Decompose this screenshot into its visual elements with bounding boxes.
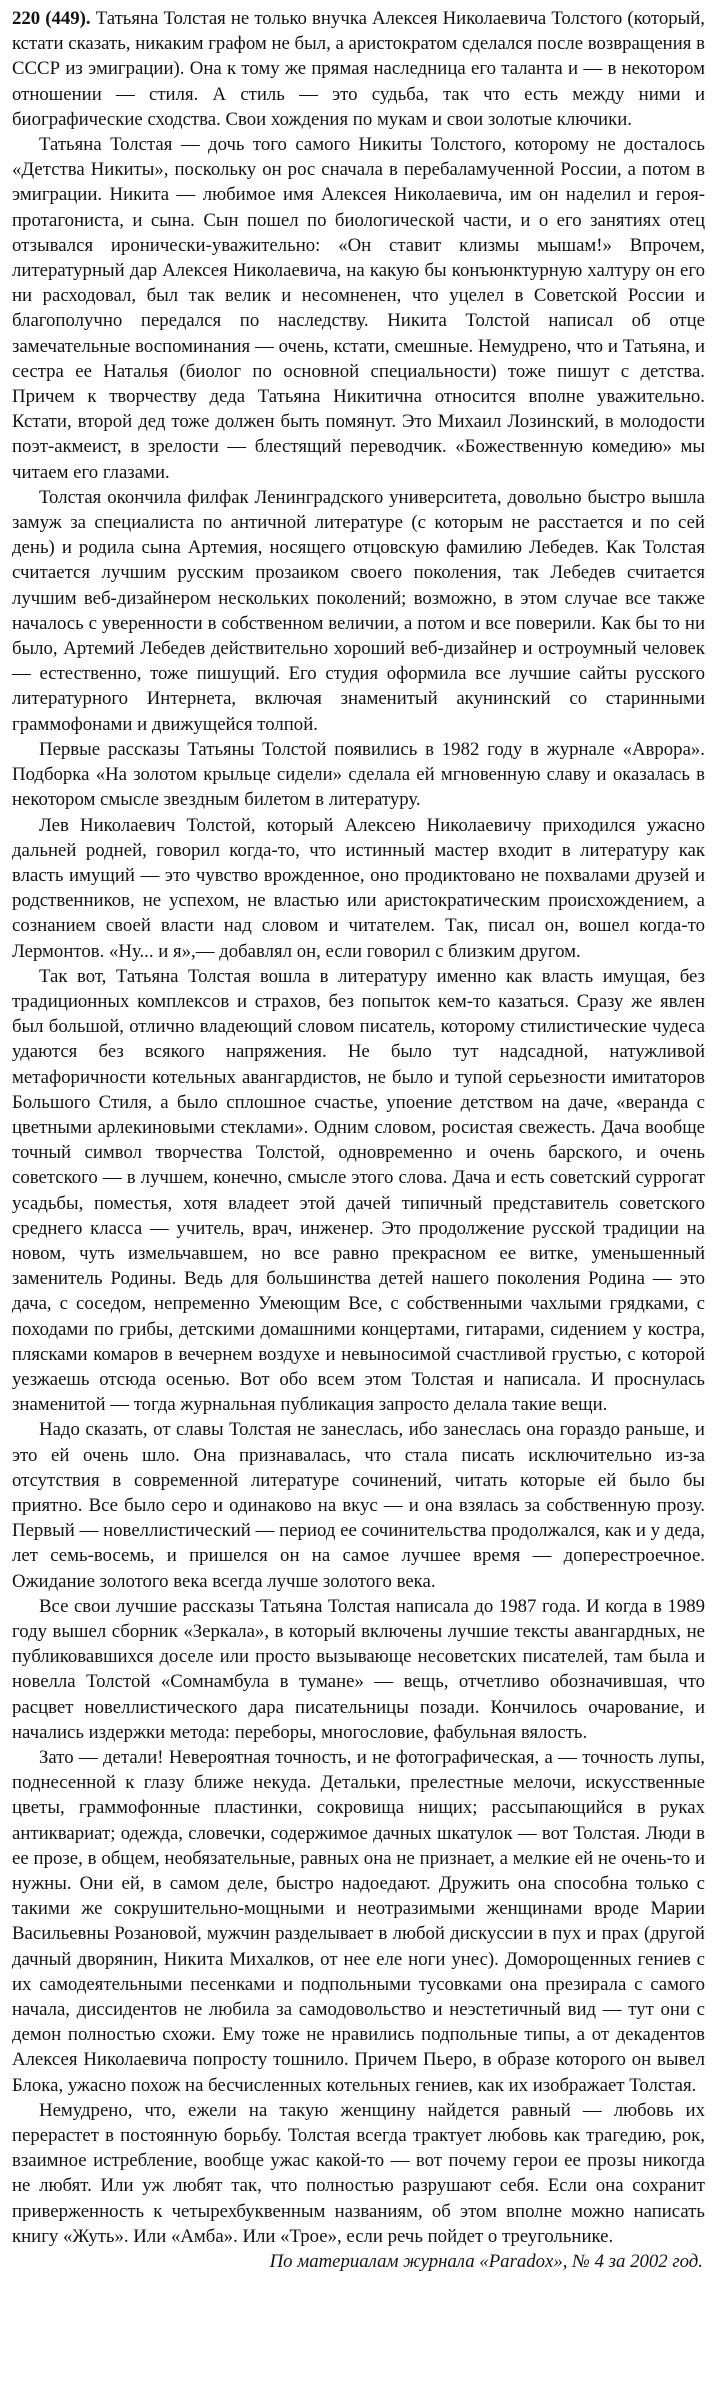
paragraph-text: Татьяна Толстая не только внучка Алексея Николаевича Толстого (который, кстати сказать, никаким графом не был, а аристократом сделался после возвращения в СССР из эмиграции). Она к тому же прямая наследница его таланта и — в некотором отношении — стиля. А стиль — это судьба, так что есть между ними и биографические сходства. Свои хождения по мукам и свои золотые ключики. <box>12 8 705 130</box>
article-paragraph-5: Лев Николаевич Толстой, который Алексею Николаевичу приходился ужасно дальней родней, говорил когда-то, что истинный мастер входит в литературу как власть имущий — это чувство врожденное, оно продиктовано не похвалами друзей и родственников, не успехом, не властью или аристократическим происхождением, а сознанием своей власти над словом и читателем. Так, писал он, вошел когда-то Лермонтов. «Ну... и я»,— добавлял он, если говорил с близким другом. <box>12 814 705 962</box>
article-paragraph-4: Первые рассказы Татьяны Толстой появились в 1982 году в журнале «Аврора». Подборка «На золотом крыльце сидели» сделала ей мгновенную славу и оказалась в некотором смысле звездным билетом в литературу. <box>12 738 705 811</box>
source-attribution: По материалам журнала «Paradox», № 4 за 2002 год. <box>269 2251 703 2273</box>
article-number: 220 (449). <box>12 8 91 29</box>
article-paragraph-3: Толстая окончила филфак Ленинградского университета, довольно быстро вышла замуж за специалиста по античной литературе (с которым не расстается и по сей день) и родила сына Артемия, носящего отцовскую фамилию Лебедев. Как Толстая считается лучшим русским прозаиком своего поколения, так Лебедев считается лучшим веб-дизайнером нескольких поколений; возможно, в этом случае все также началось с уверенности в собственном величии, а потом и все поверили. Как бы то ни было, Артемий Лебедев действительно хороший веб-дизайнер и остроумный человек — естественно, тоже пишущий. Его студия оформила все лучшие сайты русского литературного Интернета, включая знаменитый акунинский со старинными граммофонами и движущейся толпой. <box>12 486 705 735</box>
article-paragraph-7: Надо сказать, от славы Толстая не занеслась, ибо занеслась она гораздо раньше, и это ей очень шло. Она признавалась, что стала писать исключительно из-за отсутствия в современной литературе сочинений, читать которые ей было бы приятно. Все было серо и одинаково на вкус — и она взялась за собственную прозу. Первый — новеллистический — период ее сочинительства продолжался, как и у деда, лет семь-восемь, и пришелся он на самое лучшее время — доперестроечное. Ожидание золотого века всегда лучше золотого века. <box>12 1419 705 1592</box>
article-paragraph-10: Немудрено, что, ежели на такую женщину найдется равный — любовь их перерастет в постоянную борьбу. Толстая всегда трактует любовь как трагедию, рок, взаимное истребление, вообще ужас какой-то — вот почему герои ее прозы никогда не любят. Или уж любят так, что полностью разрушают себя. Если она сохранит приверженность к четырехбуквенным названиям, об этом вполне можно написать книгу «Жуть». Или «Амба». Или «Трое», если речь пойдет о треугольнике. <box>12 2099 705 2247</box>
article-paragraph-6: Так вот, Татьяна Толстая вошла в литературу именно как власть имущая, без традиционных комплексов и страхов, без попыток кем-то казаться. Сразу же явлен был большой, отлично владеющий словом писатель, которому стилистические чудеса удаются без всякого напряжения. Не было тут надсадной, натужливой метафоричности котельных авангардистов, не было и тупой серьезности имитаторов Большого Стиля, а было сплошное счастье, упоение детством на даче, «веранда с цветными арлекиновыми стеклами». Одним словом, росистая свежесть. Дача вообще точный символ творчества Толстой, одновременно и очень барского, и очень советского — в лучшем, конечно, смысле этого слова. Дача и есть советский суррогат усадьбы, поместья, хотя владеет этой дачей типичный представитель советского среднего класса — учитель, врач, инженер. Это продолжение русской традиции на новом, чуть измельчавшем, но все равно прекрасном ее витке, уменьшенный заменитель Родины. Ведь для большинства детей нашего поколения Родина — это дача, с соседом, непременно Умеющим Все, с собственными чахлыми грядками, с походами по грибы, детскими домашними концертами, гитарами, сидением у костра, плясками комаров в вечернем воздухе и невыносимой счастливой грустью, с которой уезжаешь отсюда осенью. Вот обо всем этом Толстая и написала. И проснулась знаменитой — тогда журнальная публикация запросто делала такие вещи. <box>12 965 705 1416</box>
article-paragraph-8: Все свои лучшие рассказы Татьяна Толстая написала до 1987 года. И когда в 1989 году вышел сборник «Зеркала», в который включены лучшие тексты авангардных, не публиковавшихся доселе или просто вызывающе несоветских писателей, там была и новелла Толстой «Сомнамбула в тумане» — вещь, отчетливо обозначившая, что расцвет новеллистического дара писательницы позади. Кончилось очарование, и начались издержки метода: переборы, многословие, фабульная вялость. <box>12 1595 705 1743</box>
article-paragraph-2: Татьяна Толстая — дочь того самого Никиты Толстого, которому не досталось «Детства Никиты», поскольку он рос сначала в перебаламученной России, а потом в эмиграции. Никита — любимое имя Алексея Николаевича, им он наделил и героя-протагониста, и сына. Сын пошел по биологической части, и о его занятиях отец отзывался иронически-уважительно: «Он ставит клизмы мышам!» Впрочем, литературный дар Алексея Николаевича, на какую бы конъюнктурную халтуру он его ни расходовал, был так велик и несомненен, что уцелел в Советской России и благополучно передался по наследству. Никита Толстой написал об отце замечательные воспоминания — очень, кстати, смешные. Немудрено, что и Татьяна, и сестра ее Наталья (биолог по основной специальности) тоже пишут с детства. Причем к творчеству деда Татьяна Никитична относится вполне уважительно. Кстати, второй дед тоже должен быть помянут. Это Михаил Лозинский, в молодости поэт-акмеист, в зрелости — блестящий переводчик. «Божественную комедию» мы читаем его глазами. <box>12 134 705 483</box>
article <box>12 6 705 2384</box>
article-paragraph-9: Зато — детали! Невероятная точность, и не фотографическая, а — точность лупы, поднесенной к глазу ближе некуда. Детальки, прелестные мелочи, искусственные цветы, граммофонные пластинки, сокровища нищих; рассыпающийся в руках антиквариат; одежда, словечки, содержимое дачных шкатулок — вот Толстая. Люди в ее прозе, в общем, необязательные, равных она не признает, а мелкие ей не очень-то и нужны. Они ей, в самом деле, быстро надоедают. Дружить она способна только с такими же сокрушительно-мощными и неотразимыми женщинами вроде Марии Васильевны Розановой, мужчин разделывает в любой дискуссии в пух и прах (другой дачный дворянин, Никита Михалков, от нее еле ноги унес). Доморощенных гениев с их самодеятельными песенками и подпольными тусовками она презирала с самого начала, диссидентов не любила за самодовольство и неэстетичный вид — тут они с демон полностью схожи. Ему тоже не нравились подпольные типы, а от декадентов Алексея Николаевича попросту тошнило. Причем Пьеро, в образе которого он вывел Блока, ужасно похож на бесчисленных котельных гениев, как их изображает Толстая. <box>12 1747 705 2096</box>
article-paragraph-1 <box>12 6 705 132</box>
